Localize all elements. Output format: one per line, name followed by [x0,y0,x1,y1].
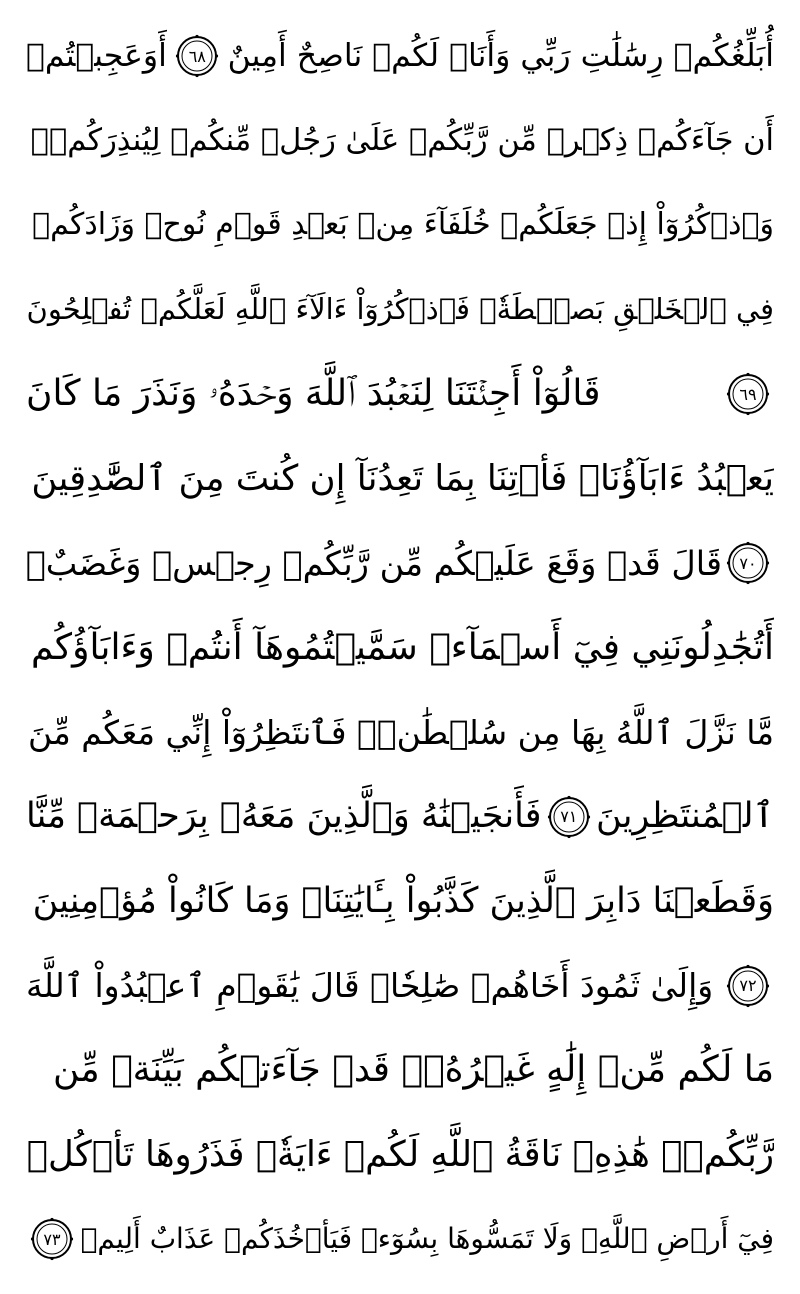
verse-text: وَقَطَعۡنَا دَابِرَ ٱلَّذِينَ كَذَّبُواْ بِـَٔايَٰتِنَاۖ وَمَا كَانُواْ مُؤۡمِنِينَ [32,880,774,921]
text-line-6 [26,437,774,522]
verse-text: قَالَ قَدۡ وَقَعَ عَلَيۡكُم مِّن رَّبِّكُمۡ رِجۡسٞ وَغَضَبٌۖ [26,543,722,583]
verse-number: ٧٢ [739,976,757,996]
text-line-10 [26,775,774,860]
verse-text: فِي ٱلۡخَلۡقِ بَصۜۡطَةٗۖ فَٱذۡكُرُوٓاْ ءَالَآءَ ٱللَّهِ لَعَلَّكُمۡ تُفۡلِحُونَ [26,292,774,327]
verse-number: ٦٩ [739,384,757,404]
verse-text: وَإِلَىٰ ثَمُودَ أَخَاهُمۡ صَٰلِحٗاۗ قَالَ يَٰقَوۡمِ ٱعۡبُدُواْ ٱللَّهَ [26,966,714,1006]
verse-text: فِيٓ أَرۡضِ ٱللَّهِۖ وَلَا تَمَسُّوهَا بِسُوٓءٖ فَيَأۡخُذَكُمۡ عَذَابٌ أَلِيمٞ [80,1222,774,1256]
text-line-14 [26,1113,774,1198]
verse-end-marker [30,1217,74,1261]
verse-text: ٱلۡمُنتَظِرِينَ [596,796,774,837]
verse-text: فَأَنجَيۡنَٰهُ وَٱلَّذِينَ مَعَهُۥ بِرَحۡمَةٖ مِّنَّا [26,796,542,837]
text-line-11 [26,859,774,944]
text-line-1 [26,14,774,99]
verse-text: أُبَلِّغُكُمۡ رِسَٰلَٰتِ رَبِّي وَأَنَا۠ لَكُمۡ نَاصِحٌ أَمِينٌ [227,37,774,74]
text-line-2 [26,99,774,184]
text-line-13 [26,1028,774,1113]
text-line-15 [26,1197,774,1282]
verse-text: يَعۡبُدُ ءَابَآؤُنَاۖ فَأۡتِنَا بِمَا تَعِدُنَآ إِن كُنتَ مِنَ ٱلصَّٰدِقِينَ [31,458,774,499]
text-line-7 [26,521,774,606]
verse-text: وَٱذۡكُرُوٓاْ إِذۡ جَعَلَكُمۡ خُلَفَآءَ مِنۢ بَعۡدِ قَوۡمِ نُوحٖ وَزَادَكُمۡ [32,207,774,243]
verse-text: أَوَعَجِبۡتُمۡ [26,37,167,74]
verse-end-marker [726,372,770,416]
text-line-3 [26,183,774,268]
verse-text: أَتُجَٰدِلُونَنِي فِيٓ أَسۡمَآءٖ سَمَّيۡتُمُوهَآ أَنتُمۡ وَءَابَآؤُكُم [30,626,774,668]
text-line-5 [26,352,774,437]
verse-end-marker [726,964,770,1008]
verse-end-marker [547,795,591,839]
verse-number: ٦٨ [188,46,206,66]
text-line-4 [26,268,774,353]
verse-end-marker [726,541,770,585]
text-line-9 [26,690,774,775]
verse-end-marker [175,34,219,78]
verse-text: أَن جَآءَكُمۡ ذِكۡرٞ مِّن رَّبِّكُمۡ عَلَىٰ رَجُلٖ مِّنكُمۡ لِيُنذِرَكُمۡۚ [30,122,774,158]
verse-text: رَّبِّكُمۡۖ هَٰذِهِۦ نَاقَةُ ٱللَّهِ لَكُمۡ ءَايَةٗۖ فَذَرُوهَا تَأۡكُلۡ [26,1134,774,1175]
verse-text: مَّا نَزَّلَ ٱللَّهُ بِهَا مِن سُلۡطَٰنٖۚ فَٱنتَظِرُوٓاْ إِنِّي مَعَكُم مِّنَ [27,712,774,752]
text-line-8 [26,606,774,691]
verse-number: ٧٠ [739,553,757,573]
text-line-12 [26,944,774,1029]
verse-text: مَا لَكُم مِّنۡ إِلَٰهٍ غَيۡرُهُۥۖ قَدۡ جَآءَتۡكُم بَيِّنَةٞ مِّن [52,1049,774,1091]
verse-number: ٧١ [560,807,578,827]
verse-number: ٧٣ [43,1229,61,1249]
verse-text: قَالُوٓاْ أَجِئۡتَنَا لِنَعۡبُدَ ٱللَّهَ وَحۡدَهُۥ وَنَذَرَ مَا كَانَ [26,373,601,415]
